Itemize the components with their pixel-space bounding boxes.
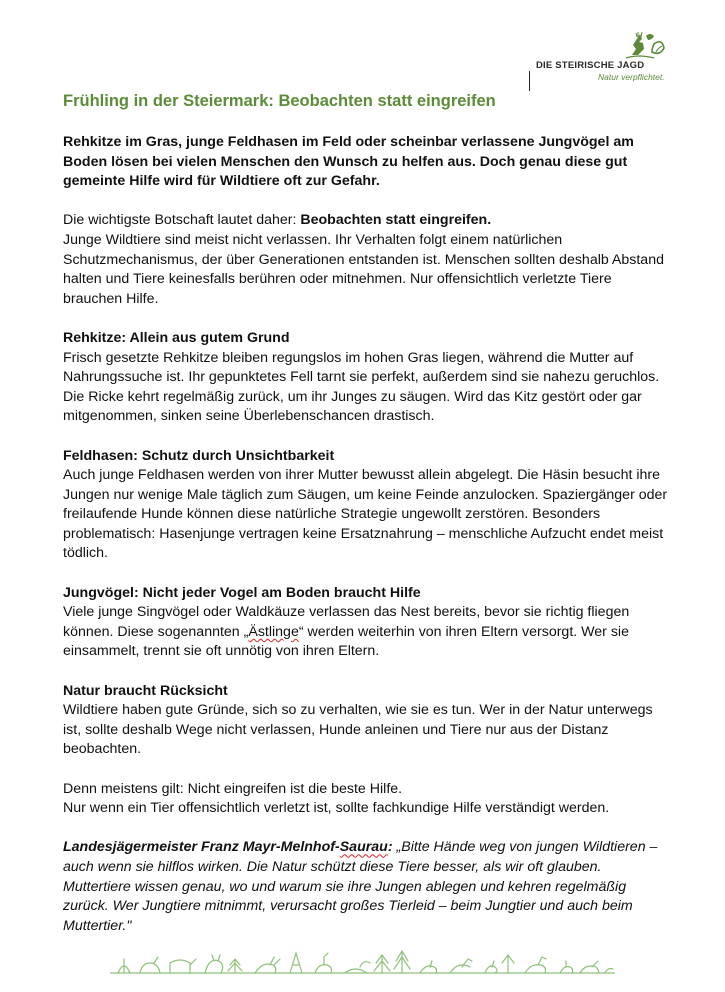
deer-leaf-emblem-icon [616,32,666,62]
quote-paragraph [63,838,673,936]
section-body-end: “ werden weiterhin von ihren Eltern versorgt. Wer sie einsammelt, trennt sie oft unnötig von ihren Eltern. [63,623,629,660]
quote-speaker-surname[interactable]: Saurau [339,839,388,856]
logo-name: DIE STEIRISCHE JAGD [536,60,645,71]
section-rehkitze [63,329,673,427]
section-jungvoegel [63,584,673,662]
spellcheck-term[interactable]: Ästlinge [248,623,299,640]
message-body: Junge Wildtiere sind meist nicht verlassen. Ihr Verhalten folgt einem natürlichen Schutzmechanismus, der über Generationen entstanden ist. Menschen sollten deshalb Abstand halten und Tiere keinesfalls berühren oder mitnehmen. Nur offensichtlich verletzte Tiere brauchen Hilfe. [63,231,664,307]
closing-line-1: Denn meistens gilt: Nicht eingreifen ist die beste Hilfe. [63,780,403,797]
message-emphasis: Beobachten statt eingreifen. [300,212,492,229]
section-body-start: Viele junge Singvögel oder Waldkäuze verlassen das Nest bereits, bevor sie richtig fliegen können. Diese sogenannten „ [63,604,630,640]
section-heading: Natur braucht Rücksicht [63,682,228,699]
quote-colon: : [387,839,393,856]
article-body [63,133,673,956]
section-heading: Rehkitze: Allein aus gutem Grund [63,329,290,346]
quote-speaker-name: Landesjägermeister Franz Mayr-Melnhof- [63,839,340,856]
section-heading: Feldhasen: Schutz durch Unsichtbarkeit [63,447,335,464]
section-body: Frisch gesetzte Rehkitze bleiben regungslos im hohen Gras liegen, während die Mutter auf Nahrungssuche ist. Ihr gepunktetes Fell tarnt sie perfekt, außerdem sind sie nahezu geruchlos. Die Ricke kehrt regelmäßig zurück, um ihr Junges zu säugen. Wird das Kitz gestört oder gar mitgenommen, sinken seine Überlebenschancen drastisch. [63,349,660,425]
page-title: Frühling in der Steiermark: Beobachten statt eingreifen [63,92,496,110]
closing-paragraph [63,780,673,819]
quote-speaker [63,839,393,855]
text-cursor [529,71,530,91]
message-paragraph [63,211,673,309]
section-heading: Jungvögel: Nicht jeder Vogel am Boden braucht Hilfe [63,584,421,601]
wildlife-silhouettes-icon [110,935,615,977]
section-feldhasen [63,447,673,565]
section-body: Auch junge Feldhasen werden von ihrer Mutter bewusst allein abgelegt. Die Häsin besucht ihre Jungen nur wenige Male täglich zum Säugen, um keine Feinde anzulocken. Spaziergänger oder freilaufende Hunde können diese natürliche Strategie ungewollt zerstören. Besonders problematisch: Hasenjunge vertragen keine Ersatznahrung – menschliche Aufzucht endet meist tödlich. [63,467,668,562]
logo [530,32,670,88]
section-natur [63,682,673,760]
message-lead: Die wichtigste Botschaft lautet daher: [63,212,301,229]
logo-slogan: Natur verpflichtet. [598,72,665,82]
quote-text: „Bitte Hände weg von jungen Wildtieren – auch wenn sie hilflos wirken. Die Natur schützt diese Tiere besser, als wir oft glauben. Muttertiere wissen genau, wo und warum sie ihre Jungen ablegen und kehren regelmäßig zurück. Wer Jungtiere mitnimmt, verursacht großes Tierleid – beim Jungtier und auch beim Muttertier." [63,839,658,934]
closing-line-2: Nur wenn ein Tier offensichtlich verletzt ist, sollte fachkundige Hilfe verständigt werden. [63,800,610,817]
section-body: Wildtiere haben gute Gründe, sich so zu verhalten, wie sie es tun. Wer in der Natur unterwegs ist, sollte deshalb Wege nicht verlassen, Hunde anleinen und Tiere nur aus der Distanz beobachten. [63,702,653,758]
intro-paragraph: Rehkitze im Gras, junge Feldhasen im Feld oder scheinbar verlassene Jungvögel am Boden lösen bei vielen Menschen den Wunsch zu helfen aus. Doch genau diese gut gemeinte Hilfe wird für Wildtiere oft zur Gefahr. [63,134,634,190]
